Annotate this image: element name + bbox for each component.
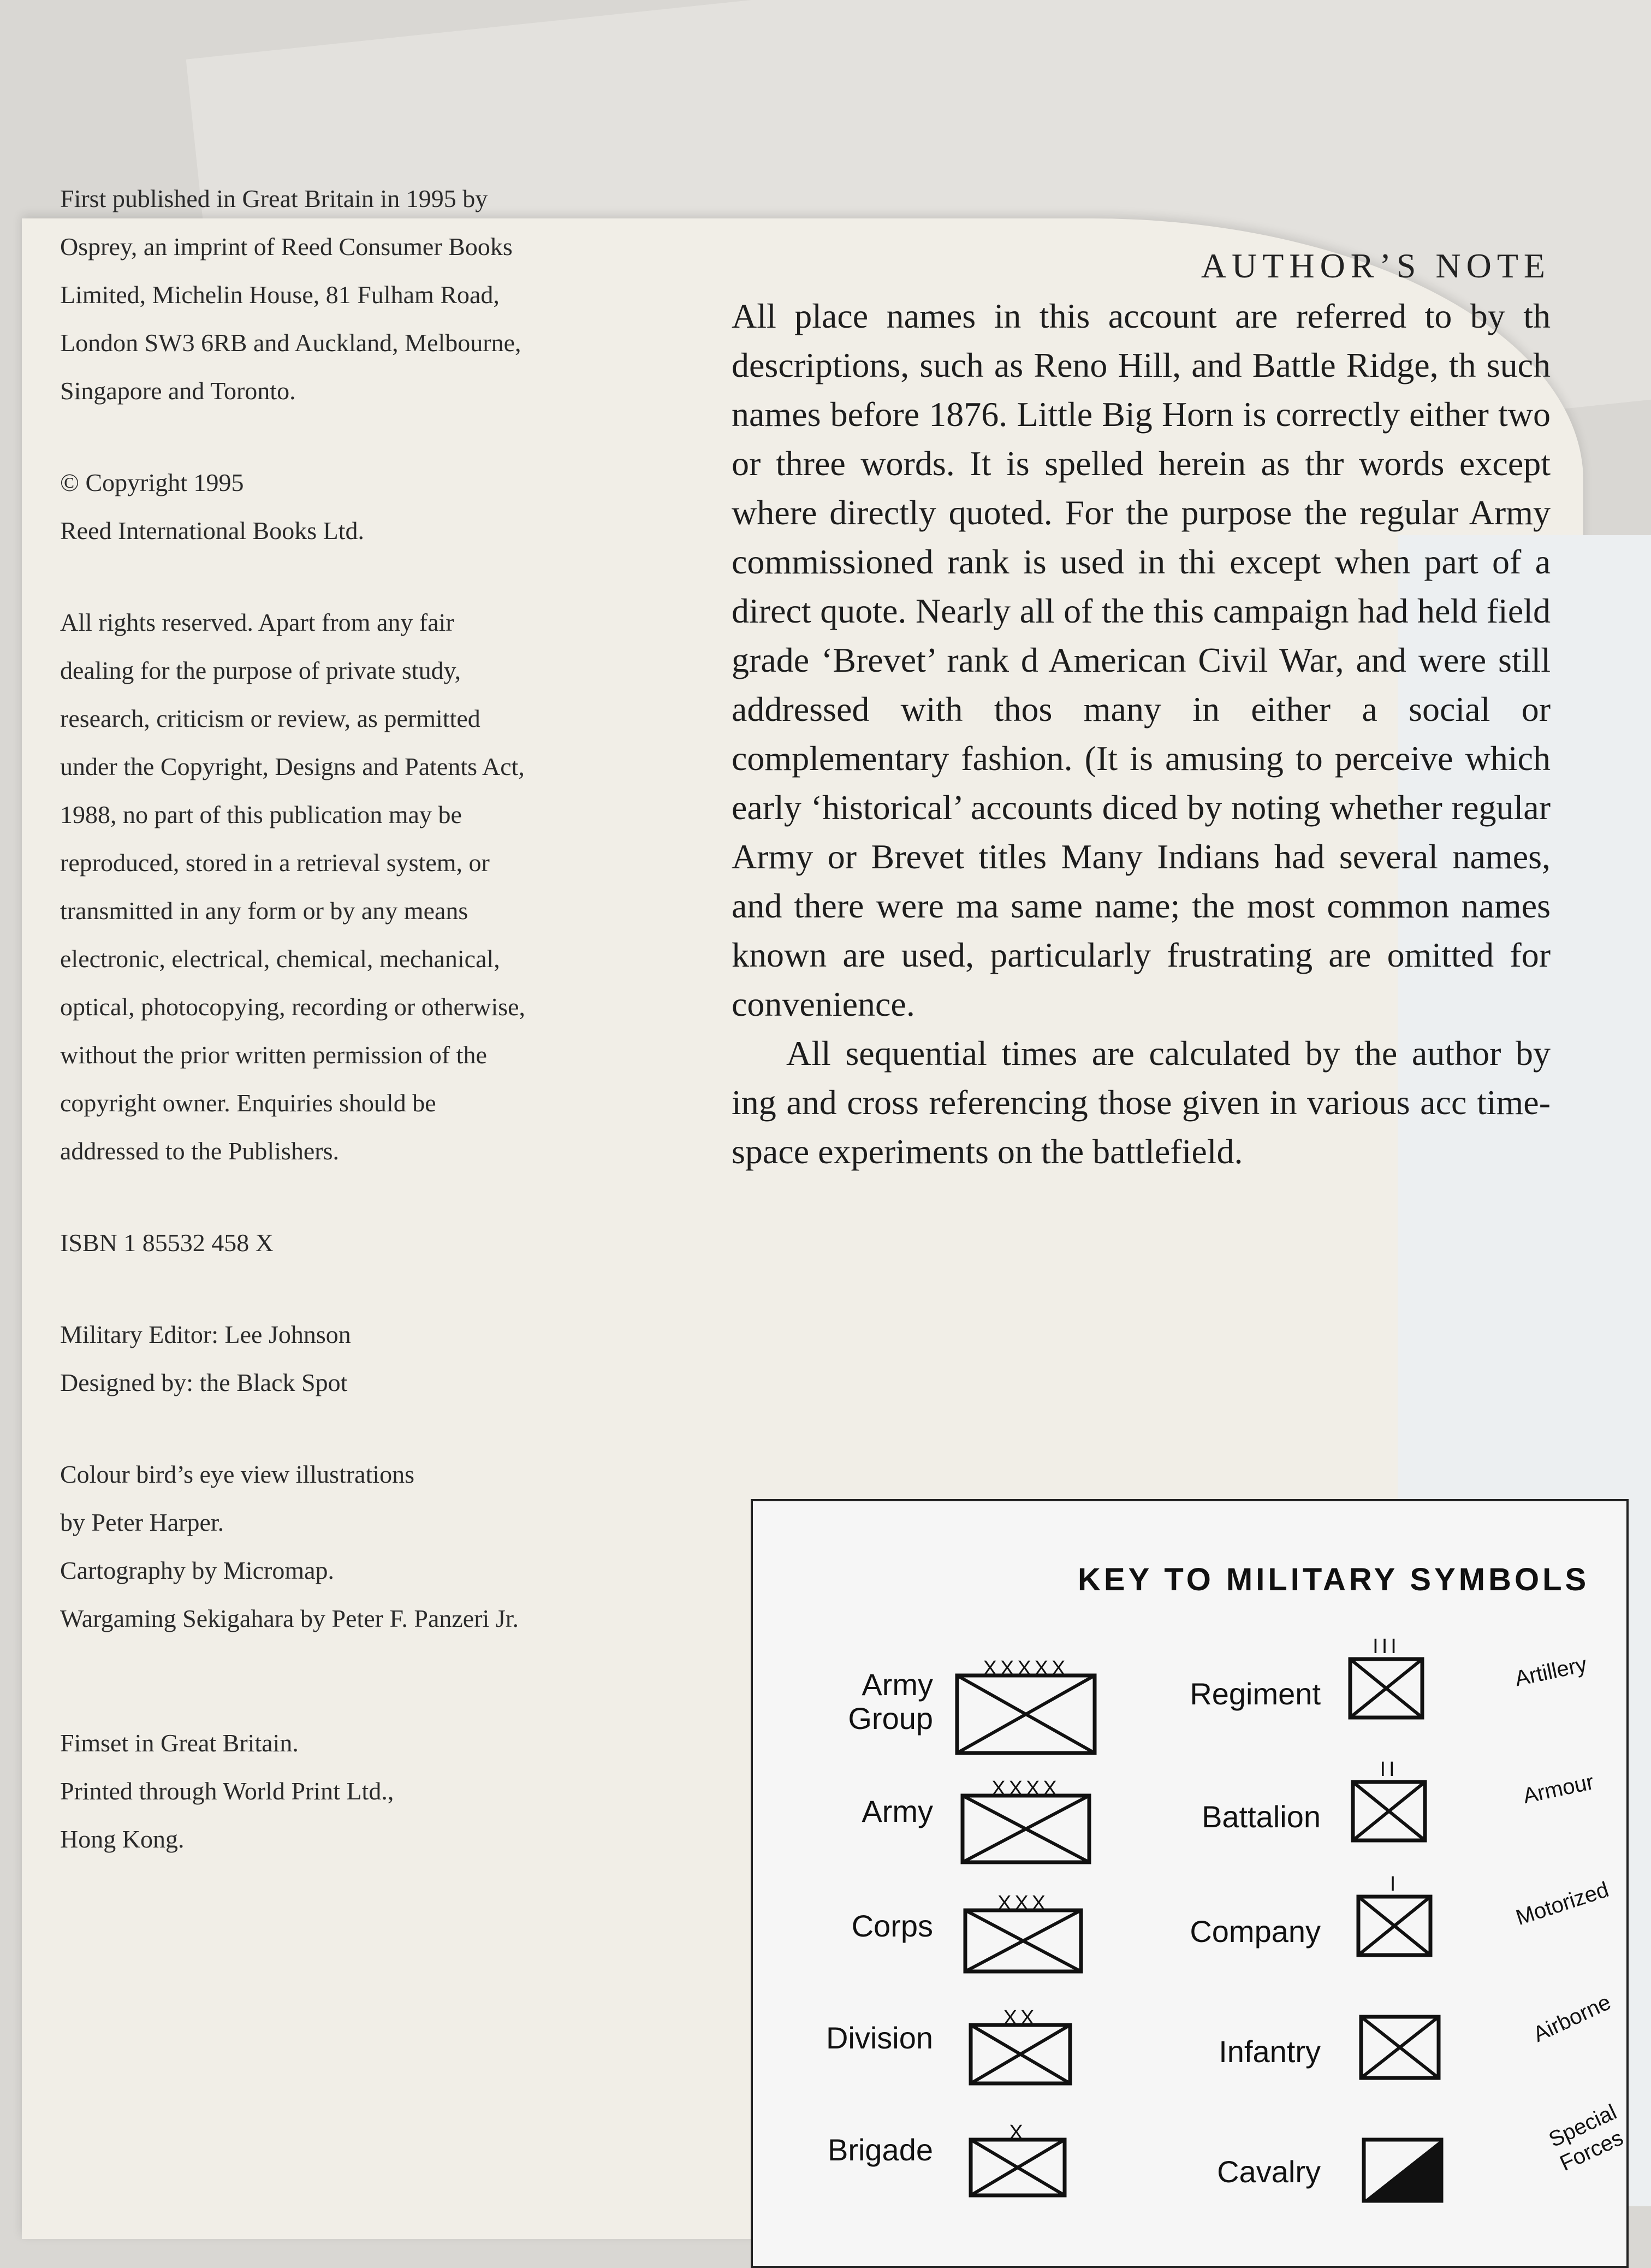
printing-line: Printed through World Print Ltd., (60, 1777, 394, 1805)
symbol-label: Cavalry (1217, 2154, 1321, 2189)
publication-line: First published in Great Britain in 1995 by (60, 185, 488, 212)
symbol-label: Regiment (1190, 1677, 1321, 1711)
copyright-block (60, 459, 672, 555)
isbn: ISBN 1 85532 458 X (60, 1229, 274, 1257)
symbol-label: Army Group (848, 1667, 933, 1736)
illustration-line: by Peter Harper. (60, 1508, 224, 1536)
copyright-line: Reed International Books Ltd. (60, 517, 364, 544)
authors-note-title: AUTHOR’S NOTE (1201, 246, 1551, 285)
symbol-label: Army (862, 1794, 933, 1828)
symbol-label: Infantry (1219, 2034, 1321, 2069)
echelon-marks: XXX (997, 1892, 1049, 1915)
rights-line: research, criticism or review, as permitted (60, 704, 480, 732)
battalion-symbol-icon (1351, 1780, 1427, 1843)
symbol-label: Motorized (1513, 1877, 1612, 1931)
rights-line: addressed to the Publishers. (60, 1137, 340, 1165)
division-symbol-icon (969, 2023, 1072, 2086)
authors-note (732, 246, 1551, 1176)
brigade-symbol-icon (969, 2137, 1067, 2198)
rights-line: optical, photocopying, recording or otherwise, (60, 993, 526, 1021)
illustrations-block (60, 1450, 672, 1643)
editor-line: Military Editor: Lee Johnson (60, 1320, 351, 1348)
rights-line: copyright owner. Enquiries should be (60, 1089, 436, 1117)
imprint-column (60, 175, 672, 1907)
symbol-label: Armour (1521, 1769, 1596, 1809)
publication-line: Osprey, an imprint of Reed Consumer Books (60, 233, 513, 260)
symbol-label: Company (1190, 1914, 1321, 1949)
symbol-label: Division (826, 2021, 933, 2055)
authors-note-paragraph: All sequential times are calculated by the author by ing and cross referencing those given in various acc time-space experiments on the battlefield. (732, 1034, 1551, 1171)
echelon-marks: II (1380, 1758, 1398, 1781)
publication-line: Singapore and Toronto. (60, 377, 296, 405)
rights-line: dealing for the purpose of private study, (60, 656, 461, 684)
publication-line: London SW3 6RB and Auckland, Melbourne, (60, 329, 521, 357)
symbol-label: Artillery (1512, 1652, 1589, 1691)
illustration-line: Wargaming Sekigahara by Peter F. Panzeri Jr. (60, 1604, 519, 1632)
rights-line: electronic, electrical, chemical, mechanical, (60, 945, 500, 973)
publication-line: Limited, Michelin House, 81 Fulham Road, (60, 281, 500, 309)
military-symbols-key (751, 1499, 1629, 2268)
rights-line: transmitted in any form or by any means (60, 897, 468, 925)
isbn-block (60, 1219, 672, 1267)
rights-line: reproduced, stored in a retrieval system, or (60, 849, 490, 877)
editors-block (60, 1311, 672, 1407)
rights-block (60, 599, 672, 1175)
printing-line: Fimset in Great Britain. (60, 1729, 299, 1757)
company-symbol-icon (1356, 1894, 1433, 1957)
symbol-label: Corps (851, 1909, 933, 1943)
editor-line: Designed by: the Black Spot (60, 1369, 348, 1396)
rights-line: All rights reserved. Apart from any fair (60, 608, 454, 636)
corps-symbol-icon (963, 1908, 1083, 1974)
echelon-marks: XXXX (991, 1777, 1060, 1800)
symbol-label: Special Forces (1545, 2100, 1627, 2176)
illustration-line: Cartography by Micromap. (60, 1556, 335, 1584)
rights-line: without the prior written permission of the (60, 1041, 487, 1069)
printing-block (60, 1719, 672, 1863)
authors-note-paragraph: All place names in this account are referred to by th descriptions, such as Reno Hill, and Battle Ridge, th such names before 1876. Little Big Horn is correctly either two or three words. It is spelled herein as thr words except where directly quoted. For the purpose the regular Army commissioned rank is used in thi except when part of a direct quote. Nearly all of the this campaign had held field grade ‘Brevet’ rank d American Civil War, and were still addressed with thos many in either a social or complementary fashion. (It is amusing to perceive which early ‘historical’ accounts diced by noting whether regular Army or Brevet titles Many Indians had several names, and there were ma same name; the most common names known are used, particularly frustrating are omitted for convenience. (732, 297, 1551, 1023)
echelon-marks: XXXXX (983, 1657, 1069, 1680)
echelon-marks: XX (1003, 2006, 1038, 2029)
infantry-symbol-icon (1359, 2015, 1441, 2080)
symbol-label: Battalion (1202, 1799, 1321, 1834)
echelon-marks: I (1389, 1873, 1399, 1896)
copyright-line: © Copyright 1995 (60, 469, 244, 496)
echelon-marks: X (1009, 2121, 1026, 2144)
authors-note-body (732, 292, 1551, 1176)
key-title: KEY TO MILITARY SYMBOLS (1078, 1562, 1590, 1597)
rights-line: 1988, no part of this publication may be (60, 801, 462, 828)
army-group-symbol-icon (955, 1673, 1097, 1755)
publication-block (60, 175, 672, 415)
printing-line: Hong Kong. (60, 1825, 185, 1853)
rights-line: under the Copyright, Designs and Patents Act, (60, 753, 525, 780)
army-symbol-icon (960, 1793, 1091, 1864)
regiment-symbol-icon (1348, 1657, 1424, 1720)
symbol-label: Brigade (827, 2133, 933, 2167)
symbol-label: Airborne (1529, 1990, 1615, 2047)
cavalry-symbol-icon (1362, 2137, 1444, 2203)
echelon-marks: III (1373, 1635, 1400, 1658)
illustration-line: Colour bird’s eye view illustrations (60, 1460, 415, 1488)
